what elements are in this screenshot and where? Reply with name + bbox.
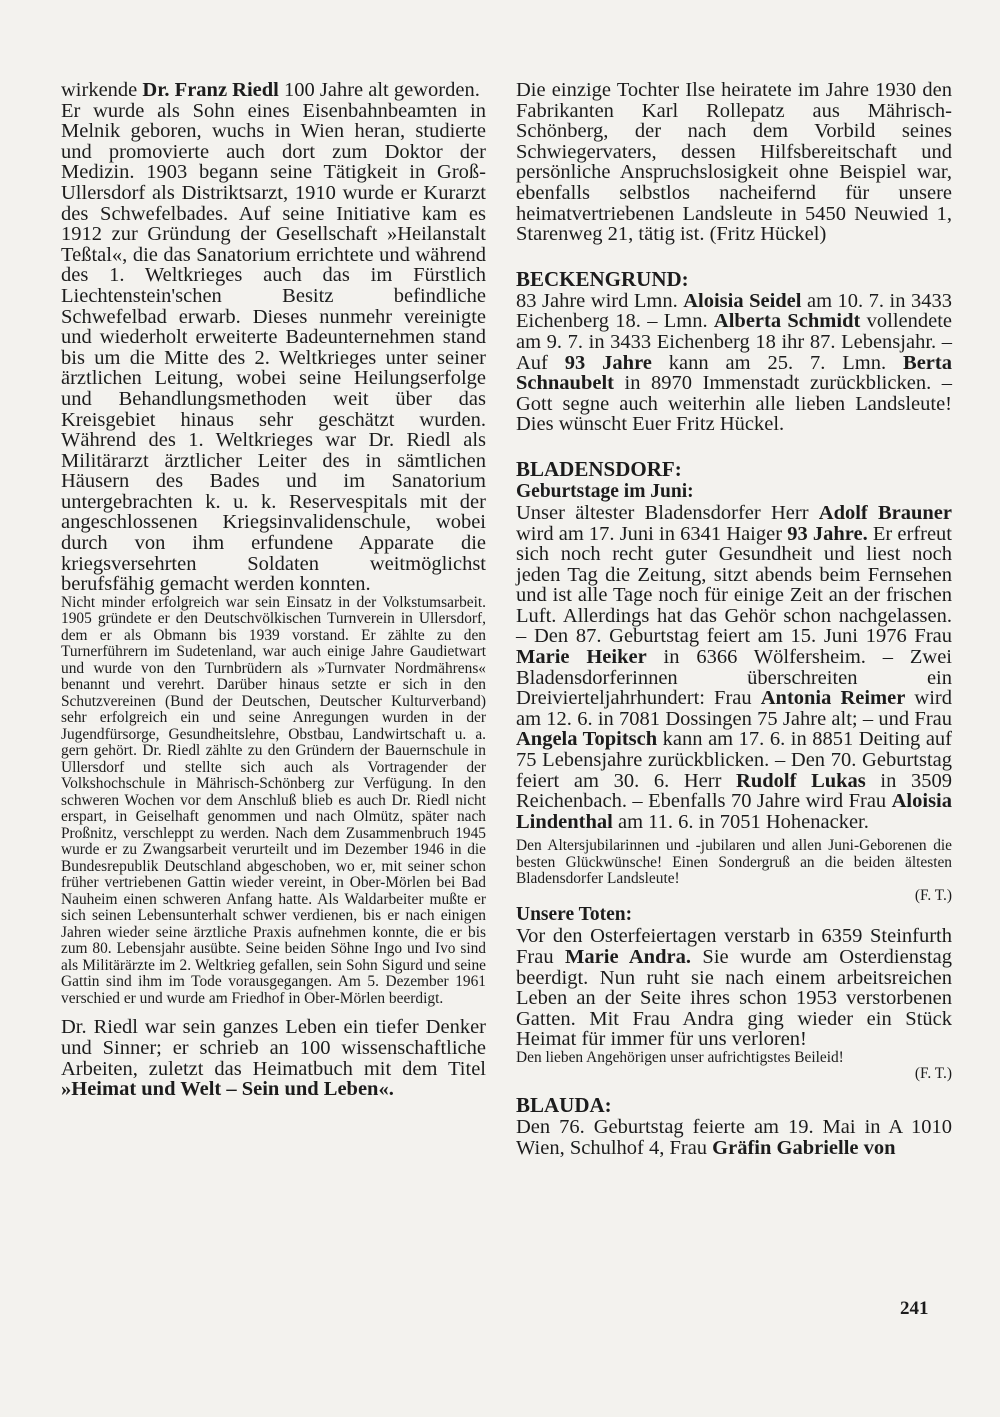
signature-1: (F. T.) bbox=[914, 886, 952, 904]
subheading-toten: Unsere Toten: bbox=[516, 904, 633, 926]
left-paragraph-4: Dr. Riedl war sein ganzes Leben ein tiefer Denker und Sinner; er schrieb an 100 wissenschaftliche Arbeiten, zuletzt das Heimatbuch mit dem Titel »Heimat und Welt – Sein und Leben«. bbox=[61, 1016, 486, 1101]
bold-text: Alberta Schmidt bbox=[713, 310, 861, 333]
bold-text: Aloisia Lindenthal bbox=[516, 790, 952, 833]
section-heading-blauda: BLAUDA: bbox=[516, 1092, 612, 1117]
bold-text: Rudolf Lukas bbox=[736, 769, 866, 792]
bold-text: Antonia Reimer bbox=[760, 687, 906, 710]
right-paragraph-7: Den 76. Geburtstag feierte am 19. Mai in A 1010 Wien, Schulhof 4, Frau Gräfin Gabrielle von bbox=[516, 1115, 952, 1159]
bold-text: 93 Jahre bbox=[564, 351, 652, 374]
bold-text: Marie Heiker bbox=[516, 646, 647, 669]
left-column bbox=[61, 80, 486, 1100]
bold-text: Gräfin Gabrielle von bbox=[712, 1136, 896, 1159]
right-paragraph-4: Den Altersjubilarinnen und -jubilaren und allen Juni-Geborenen die besten Glückwünsche! Einen Sondergruß an die beiden ältesten Bladensdorfer Landsleute! bbox=[516, 837, 952, 888]
bold-text: Marie Andra. bbox=[565, 946, 691, 968]
bold-text: Berta Schnaubelt bbox=[516, 351, 952, 395]
bold-text: 93 Jahre. bbox=[787, 522, 868, 545]
right-paragraph-1: Die einzige Tochter Ilse heiratete im Jahre 1930 den Fabrikanten Karl Rollepatz aus Mährisch-Schönberg, der nach dem Vorbild seines Schwiegervaters, dessen Hilfsbereitschaft und persönliche Anspruchslosigkeit ohne Beispiel war, ebenfalls selbstlos nacheifernd für unsere heimatvertriebenen Landsleute in 5450 Neuwied 1, Starenweg 21, tätig ist. (Fritz Hückel) bbox=[516, 79, 952, 246]
left-paragraph-1: wirkende Dr. Franz Riedl 100 Jahre alt geworden. bbox=[61, 79, 480, 101]
bold-text: Adolf Brauner bbox=[818, 501, 952, 524]
signature-2: (F. T.) bbox=[914, 1065, 952, 1083]
right-paragraph-2: 83 Jahre wird Lmn. Aloisia Seidel am 10. 7. in 3433 Eichenberg 18. – Lmn. Alberta Schmidt vollendete am 9. 7. in 3433 Eichenberg 18 ihr 87. Lebensjahr. – Auf 93 Jahre kann am 25. 7. Lmn. Berta Schnaubelt in 8970 Immenstadt zurückblicken. – Gott segne auch weiterhin alle lieben Landsleute! Dies wünscht Euer Fritz Hückel. bbox=[516, 289, 953, 436]
page-number: 241 bbox=[900, 1298, 929, 1319]
subheading-geburtstage: Geburtstage im Juni: bbox=[516, 480, 694, 502]
right-paragraph-3: Unser ältester Bladensdorfer Herr Adolf Brauner wird am 17. Juni in 6341 Haiger 93 Jahre. Er erfreut sich noch recht guter Gesundheit und liest noch jeden Tag die Zeitung, sitzt abends beim Fernsehen und ist alle Tage noch für einige Zeit an der frischen Luft. Allerdings hat das Gehör schon nachgelassen. – Den 87. Geburtstag feiert am 15. Juni 1976 Frau Marie Heiker in 6366 Wölfersheim. – Zwei Bladensdorferinnen überschreiten ein Dreivierteljahrhundert: Frau Antonia Reimer wird am 12. 6. in 7081 Dossingen 75 Jahre alt; – und Frau Angela Topitsch kann am 17. 6. in 8851 Deiting auf 75 Lebensjahre zurückblicken. – Den 70. Geburtstag feiert am 30. 6. Herr Rudolf Lukas in 3509 Reichenbach. – Ebenfalls 70 Jahre wird Frau Aloisia Lindenthal am 11. 6. in 7051 Hohenacker. bbox=[516, 501, 953, 833]
section-heading-bladensdorf: BLADENSDORF: bbox=[516, 456, 682, 481]
left-paragraph-2: Er wurde als Sohn eines Eisenbahnbeamten in Melnik geboren, wuchs in Wien heran, studierte und promovierte auch dort zum Doktor der Medizin. 1903 begann seine Tätigkeit in Groß-Ullersdorf als Distriktsarzt, 1910 wurde er Kurarzt des Schwefelbades. Auf seine Initiative kam es 1912 zur Gründung der Gesellschaft »Heilanstalt Teßtal«, die das Sanatorium errichtete und während des 1. Weltkrieges auch das im Fürstlich Liechtenstein'schen Besitz befindliche Schwefelbad erwarb. Dieses nunmehr vereinigte und wiederholt erweiterte Badeunternehmen stand bis um die Mitte des 2. Weltkrieges unter seiner ärztlichen Leitung, wobei seine Heilungserfolge und Behandlungsmethoden weit über das Kreisgebiet hinaus sehr geschätzt wurden. Während des 1. Weltkrieges war Dr. Riedl als Militärarzt ärztlicher Leiter des in sämtlichen Häusern des Bades und im Sanatorium untergebrachten k. u. k. Reservespitals mit der angeschlossenen Kriegsinvalidenschule, wobei durch von ihm erfundene Apparate die kriegsversehrten Soldaten weitmöglichst berufsfähig gemacht werden konnten. bbox=[61, 99, 486, 596]
left-paragraph-3: Nicht minder erfolgreich war sein Einsatz in der Volkstumsarbeit. 1905 gründete er den Deutschvölkischen Turnverein in Ullersdorf, dem er als Obmann bis 1939 vorstand. Er zählte zu den Turnerführern im Sudetenland, war auch einige Jahre Gaudietwart und wurde von den Turnbrüdern als »Turnvater Nordmährens« benannt und verehrt. Darüber hinaus setzte er sich in den Schutzvereinen (Bund der Deutschen, Deutscher Kulturverband) sehr erfolgreich ein und seine Anregungen wurden in der Jugendfürsorge, Gesundheitslehre, Obstbau, Landwirtschaft u. a. gern gehört. Dr. Riedl zählte zu den Gründern der Bauernschule in Ullersdorf und stellte sich auch als Vortragender der Volkshochschule in Mährisch-Schönberg zur Verfügung. In den schweren Wochen vor dem Anschluß blieb es auch Dr. Riedl nicht erspart, in Geiselhaft genommen und nach Olmütz, später nach Proßnitz, verschleppt zu werden. Nach dem Zusammenbruch 1945 wurde er zu Zwangsarbeit verurteilt und im Dezember 1946 in die Bundesrepublik Deutschland abgeschoben, wo er, mit seiner schon früher vertriebenen Gattin wieder vereint, in Ober-Mörlen bei Bad Nauheim einen schweren Anfang hatte. Als Waldarbeiter mußte er sich seinen Lebensunterhalt schwer verdienen, bis er nach einigen Jahren wieder seine ärztliche Praxis aufnehmen konnte, die er bis zum 80. Lebensjahr ausübte. Seine beiden Söhne Ingo und Ivo sind als Militärärzte im 2. Weltkrieg gefallen, sein Sohn Sigurd und seine Gattin sind ihm im Tode vorausgegangen. Am 5. Dezember 1961 verschied er und wurde am Friedhof in Ober-Mörlen beerdigt. bbox=[61, 593, 486, 1007]
right-paragraph-5: Vor den Osterfeiertagen verstarb in 6359 Steinfurth Frau Marie Andra. Sie wurde am Osterdienstag beerdigt. Nun ruht sie nach einem arbeitsreichen Leben an der Seite ihres schon 1953 verstorbenen Gatten. Mit Frau Andra ging wieder ein Stück Heimat für immer für uns verloren! bbox=[516, 925, 952, 1051]
bold-text: Angela Topitsch bbox=[516, 728, 658, 751]
bold-text: Aloisia Seidel bbox=[683, 289, 802, 312]
section-heading-beckengrund: BECKENGRUND: bbox=[516, 266, 689, 291]
right-paragraph-6: Den lieben Angehörigen unser aufrichtigstes Beileid! bbox=[516, 1048, 844, 1066]
right-column bbox=[516, 80, 952, 1158]
bold-text: Dr. Franz Riedl bbox=[142, 79, 279, 101]
bold-text: »Heimat und Welt – Sein und Leben«. bbox=[61, 1078, 394, 1101]
